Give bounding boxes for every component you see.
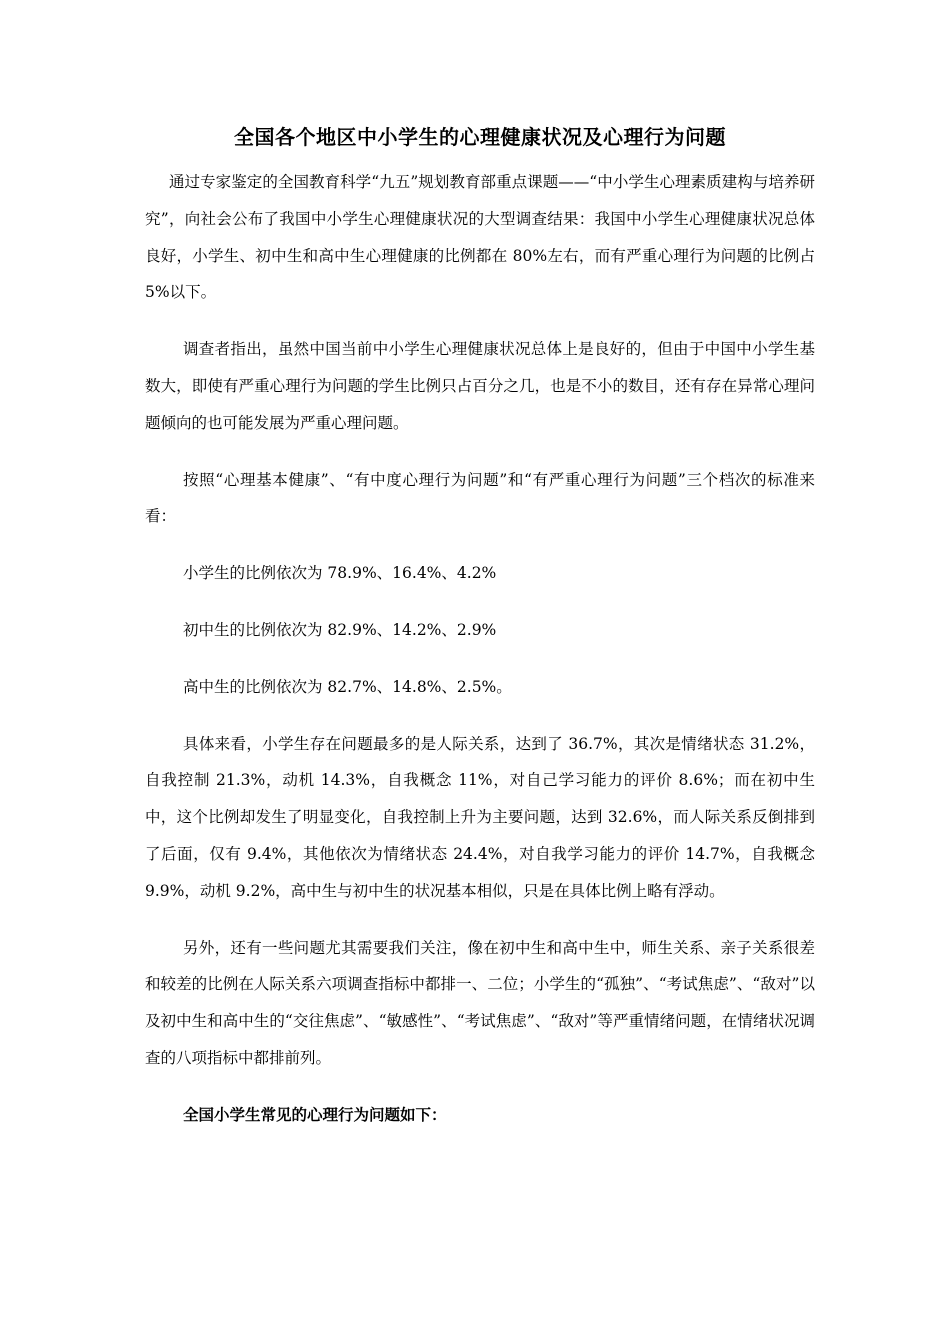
- paragraph-gap: [145, 442, 815, 462]
- paragraph-gap: [145, 311, 815, 331]
- paragraph-gap: [145, 910, 815, 930]
- section-subheading: 全国小学生常见的心理行为问题如下：: [183, 1104, 447, 1124]
- paragraph-additional-concerns: 另外，还有一些问题尤其需要我们关注，像在初中生和高中生中，师生关系、亲子关系很差和较差的比例在人际关系六项调查指标中都排一、二位；小学生的“孤独”、“考试焦虑”、“敌对”以及初中生和高中生的“交往焦虑”、“敏感性”、“考试焦虑”、“敌对”等严重情绪问题，在情绪状况调查的八项指标中都排前列。: [145, 938, 815, 1067]
- paragraph-gap: [145, 649, 815, 669]
- stat-junior-high: 初中生的比例依次为 82.9%、14.2%、2.9%: [183, 620, 497, 639]
- paragraph-gap: [145, 706, 815, 726]
- stat-senior-high: 高中生的比例依次为 82.7%、14.8%、2.5%。: [183, 677, 512, 696]
- document-body: [145, 118, 815, 1134]
- paragraph-detailed-breakdown: 具体来看，小学生存在问题最多的是人际关系，达到了 36.7%，其次是情绪状态 31.2%，自我控制 21.3%，动机 14.3%，自我概念 11%，对自己学习能力的评价 8.6%；而在初中生中，这个比例却发生了明显变化，自我控制上升为主要问题，达到 32.6%，而人际关系反倒排到了后面，仅有 9.4%，其他依次为情绪状态 24.4%，对自我学习能力的评价 14.7%，自我概念 9.9%，动机 9.2%，高中生与初中生的状况基本相似，只是在具体比例上略有浮动。: [145, 734, 815, 900]
- stat-primary-school: 小学生的比例依次为 78.9%、16.4%、4.2%: [183, 564, 497, 583]
- paragraph-survey-results: 通过专家鉴定的全国教育科学“九五”规划教育部重点课题——“中小学生心理素质建构与培养研究”，向社会公布了我国中小学生心理健康状况的大型调查结果：我国中小学生心理健康状况总体良好，小学生、初中生和高中生心理健康的比例都在 80%左右，而有严重心理行为问题的比例占 5%以下。: [145, 173, 815, 302]
- page-title: 全国各个地区中小学生的心理健康状况及心理行为问题: [234, 125, 726, 149]
- paragraph-standard-levels: 按照“心理基本健康”、“有中度心理行为问题”和“有严重心理行为问题”三个档次的标准来看：: [145, 470, 815, 526]
- paragraph-gap: [145, 535, 815, 555]
- paragraph-gap: [145, 1077, 815, 1097]
- paragraph-investigator-notes: 调查者指出，虽然中国当前中小学生心理健康状况总体上是良好的，但由于中国中小学生基数大，即使有严重心理行为问题的学生比例只占百分之几，也是不小的数目，还有存在异常心理问题倾向的也可能发展为严重心理问题。: [145, 340, 815, 432]
- paragraph-gap: [145, 592, 815, 612]
